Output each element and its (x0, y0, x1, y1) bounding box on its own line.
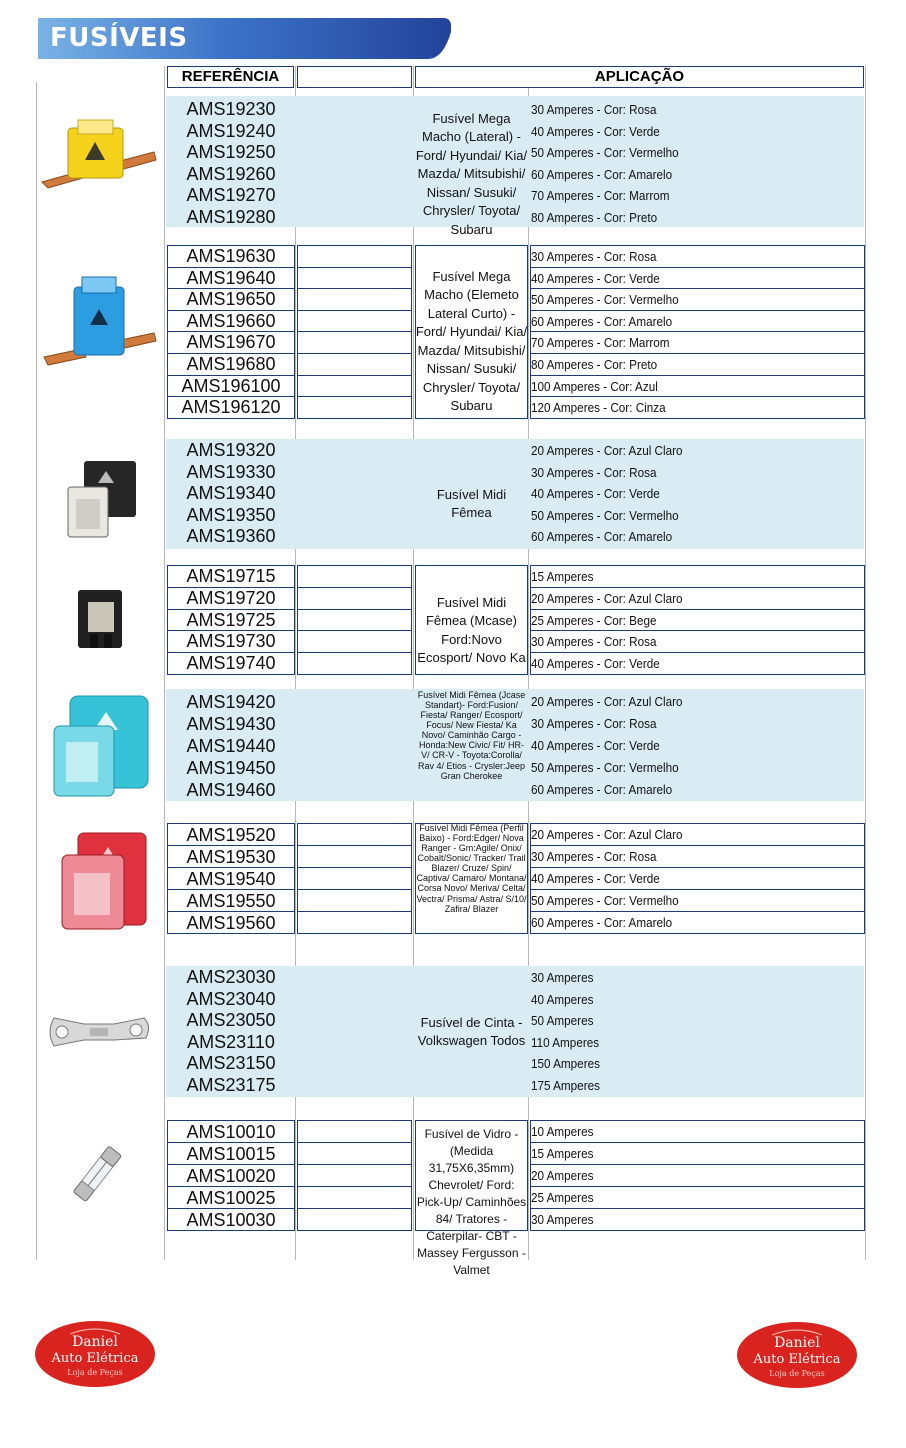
reference-code: AMS19530 (186, 847, 276, 867)
amperage-spec: 50 Amperes - Cor: Vermelho (531, 292, 679, 308)
amperage-spec: 40 Amperes - Cor: Verde (531, 486, 660, 501)
product-description: Fusível de Cinta - Volkswagen Todos (417, 1015, 526, 1049)
reference-code: AMS23110 (187, 1031, 275, 1052)
amperage-spec: 40 Amperes - Cor: Verde (531, 656, 660, 672)
blank-cell (297, 1164, 412, 1187)
amperage-spec: 70 Amperes - Cor: Marrom (531, 335, 670, 351)
reference-code: AMS19660 (186, 310, 276, 331)
blank-header (297, 66, 412, 88)
reference-code: AMS196120 (181, 397, 281, 418)
product-description: Fusível Midi Fêmea (Jcase Standart)- Ford:Fusion/ Fiesta/ Ranger/ Ecosport/ Focus/ New Fiesta/ Ka Novo/ Caminhão Cargo - Honda:New Civic/ Fit/ HR-V/ CR-V - Toyota:Corolla/ Rav 4/ Etios - Crysler:Jeep Gran Cherokee (417, 690, 526, 781)
blank-cell (297, 331, 412, 354)
reference-code: AMS19550 (186, 891, 276, 911)
reference-code: AMS19430 (186, 714, 276, 734)
reference-code: AMS19630 (186, 246, 276, 266)
glass-fuse-icon (66, 1135, 131, 1215)
reference-code: AMS19440 (186, 736, 276, 756)
application-header: APLICAÇÃO (415, 66, 864, 88)
blank-cell (297, 565, 412, 588)
blank-cell (297, 587, 412, 610)
amperage-spec: 40 Amperes - Cor: Verde (531, 871, 660, 886)
amperage-spec: 30 Amperes - Cor: Rosa (531, 849, 657, 864)
grid-line (865, 66, 866, 1260)
reference-code: AMS19680 (186, 354, 276, 374)
blank-cell (297, 1142, 412, 1165)
reference-code: AMS19350 (186, 504, 276, 525)
black-midi-female-fuse-icon (62, 455, 142, 550)
amperage-spec: 60 Amperes - Cor: Amarelo (531, 313, 673, 329)
grid-line (164, 66, 165, 1260)
amperage-spec: 70 Amperes - Cor: Marrom (531, 188, 670, 203)
logo-line3: Loja de Peças (769, 1369, 825, 1378)
blank-cell (297, 845, 412, 868)
logo-line1: Daniel (72, 1334, 118, 1350)
amperage-spec: 60 Amperes - Cor: Amarelo (531, 782, 673, 797)
reference-code: AMS23050 (186, 1010, 276, 1030)
amperage-spec: 15 Amperes (531, 1146, 594, 1161)
reference-code: AMS19320 (186, 440, 276, 460)
amperage-spec: 30 Amperes (531, 970, 594, 985)
amperage-spec: 25 Amperes (531, 1190, 594, 1205)
blank-cell (297, 609, 412, 632)
reference-code: AMS19270 (186, 185, 276, 205)
reference-code: AMS19670 (186, 332, 276, 353)
strip-fuse-icon (44, 1010, 154, 1060)
amperage-spec: 30 Amperes - Cor: Rosa (531, 102, 657, 117)
blank-cell (297, 1186, 412, 1209)
amperage-spec: 60 Amperes - Cor: Amarelo (531, 529, 673, 544)
amperage-spec: 100 Amperes - Cor: Azul (531, 378, 658, 394)
amperage-spec: 40 Amperes - Cor: Verde (531, 738, 660, 753)
reference-code: AMS19330 (186, 461, 276, 482)
amperage-spec: 60 Amperes - Cor: Amarelo (531, 166, 673, 182)
reference-header: REFERÊNCIA (167, 66, 294, 88)
amperage-spec: 20 Amperes - Cor: Azul Claro (531, 590, 683, 606)
reference-code: AMS19520 (186, 825, 276, 845)
cyan-jcase-fuse-icon (50, 690, 150, 805)
blank-cell (297, 310, 412, 333)
logo-line2: Auto Elétrica (51, 1351, 139, 1366)
reference-code: AMS19360 (186, 526, 276, 546)
amperage-spec: 80 Amperes - Cor: Preto (531, 209, 658, 225)
amperage-spec: 30 Amperes - Cor: Rosa (531, 464, 657, 480)
product-description: Fusível Mega Macho (Lateral) - Ford/ Hyundai/ Kia/ Mazda/ Mitsubishi/ Nissan/ Susuki/ Chrysler/ Toyota/ Subaru (415, 111, 528, 237)
amperage-spec: 30 Amperes - Cor: Rosa (531, 249, 657, 264)
page-title: FUSÍVEIS (50, 23, 188, 53)
reference-code: AMS10010 (186, 1122, 276, 1142)
blank-cell (297, 1120, 412, 1143)
reference-code: AMS19540 (186, 869, 276, 889)
amperage-spec: 50 Amperes (531, 1013, 594, 1028)
reference-code: AMS23030 (186, 967, 276, 987)
reference-code: AMS19650 (186, 289, 276, 310)
reference-code: AMS19640 (186, 267, 276, 288)
product-description: Fusível de Vidro - (Medida 31,75X6,35mm) Chevrolet/ Ford: Pick-Up/ Caminhões 84/ Tratores - Caterpilar- CBT - Massey Fergusson - Valmet (416, 1127, 527, 1278)
reference-code: AMS19460 (186, 780, 276, 800)
blank-cell (297, 375, 412, 398)
reference-code: AMS19230 (186, 99, 276, 119)
reference-code: AMS19720 (186, 587, 276, 608)
amperage-spec: 40 Amperes - Cor: Verde (531, 123, 660, 139)
amperage-spec: 30 Amperes - Cor: Rosa (531, 716, 657, 731)
logo-line1: Daniel (774, 1335, 820, 1351)
amperage-spec: 60 Amperes - Cor: Amarelo (531, 915, 673, 930)
amperage-spec: 80 Amperes - Cor: Preto (531, 357, 658, 372)
store-logo-left (34, 1320, 156, 1388)
amperage-spec: 20 Amperes - Cor: Azul Claro (531, 443, 683, 458)
reference-code: AMS19240 (186, 120, 276, 141)
blank-cell (297, 288, 412, 311)
blank-cell (297, 1208, 412, 1231)
blank-cell (297, 245, 412, 268)
reference-code: AMS10015 (186, 1144, 276, 1164)
reference-code: AMS19560 (186, 913, 276, 933)
reference-code: AMS19715 (186, 566, 276, 586)
amperage-spec: 25 Amperes - Cor: Bege (531, 612, 657, 628)
amperage-spec: 110 Amperes (531, 1034, 600, 1050)
amperage-spec: 20 Amperes - Cor: Azul Claro (531, 827, 683, 842)
small-black-mcase-fuse-icon (72, 580, 132, 660)
red-low-profile-fuse-icon (58, 825, 148, 940)
logo-line2: Auto Elétrica (753, 1352, 841, 1367)
reference-code: AMS19250 (186, 142, 276, 162)
blank-cell (297, 267, 412, 290)
reference-code: AMS196100 (181, 375, 281, 396)
amperage-spec: 30 Amperes - Cor: Rosa (531, 634, 657, 650)
reference-code: AMS10020 (186, 1166, 276, 1186)
blank-cell (297, 630, 412, 653)
amperage-spec: 15 Amperes (531, 569, 594, 584)
reference-code: AMS19260 (186, 163, 276, 184)
amperage-spec: 150 Amperes (531, 1056, 600, 1071)
grid-line (36, 82, 37, 1260)
reference-code: AMS19420 (186, 692, 276, 712)
product-description: Fusível Midi Fêmea (Mcase) Ford:Novo Ecosport/ Novo Ka (417, 595, 526, 666)
amperage-spec: 40 Amperes (531, 991, 594, 1007)
amperage-spec: 50 Amperes - Cor: Vermelho (531, 760, 679, 775)
reference-code: AMS19740 (186, 653, 276, 674)
product-description: Fusível Midi Fêmea (Perfil Baixo) - Ford:Edger/ Nova Ranger - Gm:Agile/ Onix/ Cobalt/Sonic/ Tracker/ Trail Blazer/ Cruze/ Spin/ Captiva/ Camaro/ Montana/ Corsa Novo/ Meriva/ Celta/ Vectra/ Prisma/ Astra/ S/10/ Zafira/ Blazer (416, 823, 527, 914)
amperage-spec: 40 Amperes - Cor: Verde (531, 270, 660, 286)
reference-code: AMS19730 (186, 631, 276, 652)
reference-code: AMS19450 (186, 758, 276, 778)
blank-cell (297, 353, 412, 376)
product-description: Fusível Mega Macho (Elemeto Lateral Curto) - Ford/ Hyundai/ Kia/ Mazda/ Mitsubishi/ Nissan/ Susuki/ Chrysler/ Toyota/ Subaru (415, 269, 528, 414)
reference-code: AMS10025 (186, 1188, 276, 1208)
amperage-spec: 120 Amperes - Cor: Cinza (531, 400, 666, 416)
amperage-spec: 50 Amperes - Cor: Vermelho (531, 893, 679, 908)
blank-cell (297, 652, 412, 675)
amperage-spec: 30 Amperes (531, 1212, 594, 1227)
amperage-spec: 175 Amperes (531, 1077, 600, 1093)
yellow-mega-fuse-icon (38, 110, 158, 205)
amperage-spec: 20 Amperes - Cor: Azul Claro (531, 694, 683, 709)
blank-cell (297, 396, 412, 419)
reference-code: AMS10030 (186, 1210, 276, 1230)
reference-code: AMS23175 (186, 1074, 276, 1095)
reference-code: AMS19340 (186, 483, 276, 503)
reference-code: AMS23040 (186, 988, 276, 1009)
reference-code: AMS23150 (186, 1053, 276, 1073)
amperage-spec: 50 Amperes - Cor: Vermelho (531, 507, 679, 523)
blank-cell (297, 823, 412, 846)
store-logo-right (736, 1321, 858, 1389)
blank-cell (297, 867, 412, 890)
blank-cell (297, 911, 412, 934)
amperage-spec: 20 Amperes (531, 1168, 594, 1183)
amperage-spec: 10 Amperes (531, 1124, 594, 1139)
reference-code: AMS19280 (186, 206, 276, 227)
product-description: Fusível Midi Fêmea (436, 487, 507, 521)
reference-code: AMS19725 (186, 609, 276, 630)
blue-mega-fuse-icon (42, 265, 157, 380)
amperage-spec: 50 Amperes - Cor: Vermelho (531, 145, 679, 160)
blank-cell (297, 889, 412, 912)
logo-line3: Loja de Peças (67, 1368, 123, 1377)
